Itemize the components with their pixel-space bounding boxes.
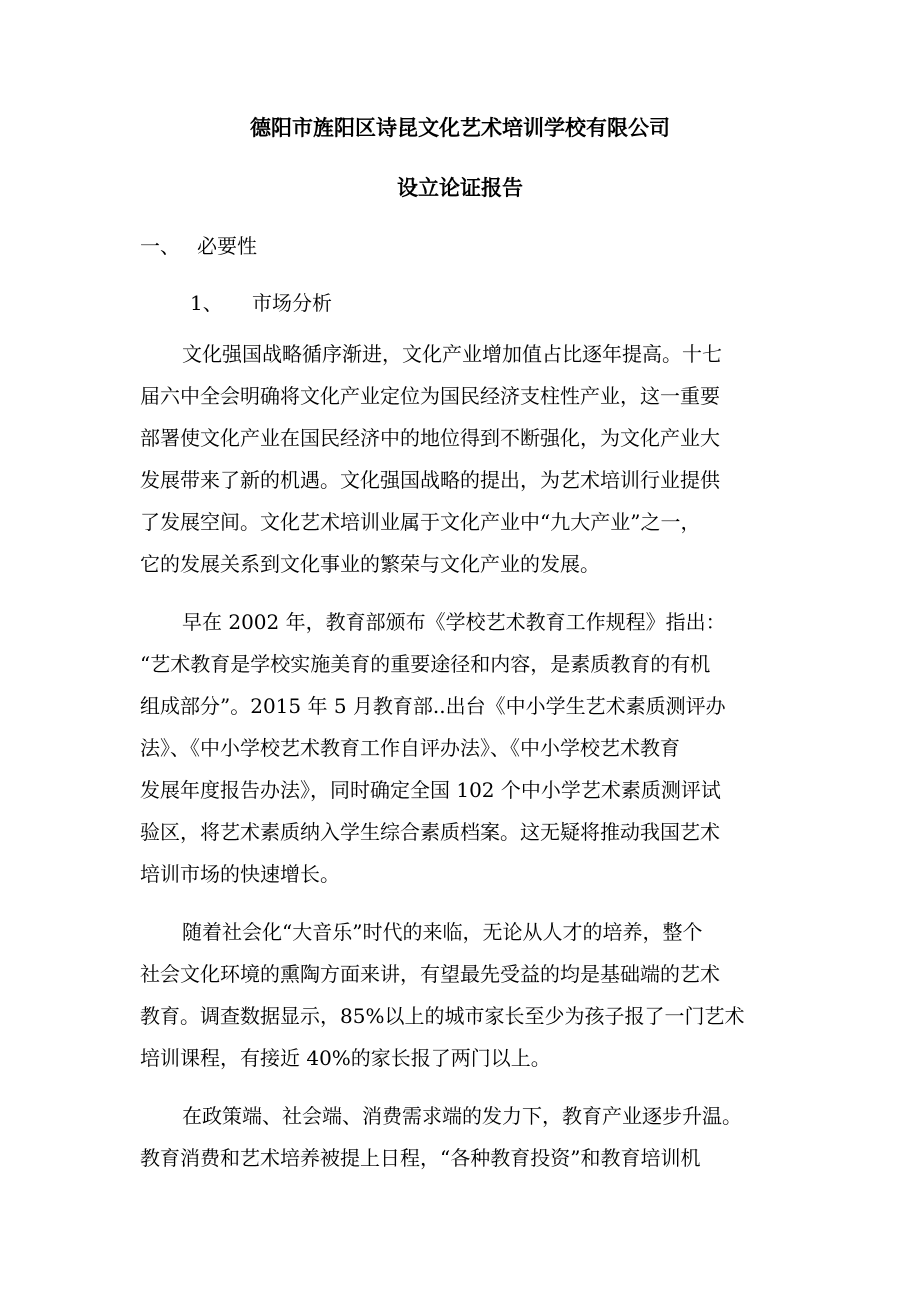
paragraph-1-line: 届六中全会明确将文化产业定位为国民经济支柱性产业，这一重要 [140,384,720,408]
document-title: 德阳市旌阳区诗昆文化艺术培训学校有限公司 [250,115,670,140]
paragraph-1-line: 了发展空间。文化艺术培训业属于文化产业中“九大产业”之一， [140,510,701,534]
paragraph-1-line: 它的发展关系到文化事业的繁荣与文化产业的发展。 [140,552,600,576]
paragraph-1-line: 文化强国战略循序渐进，文化产业增加值占比逐年提高。十七 [182,342,722,366]
paragraph-1-line: 发展带来了新的机遇。文化强国战略的提出，为艺术培训行业提供 [140,468,720,492]
paragraph-2-line: 验区，将艺术素质纳入学生综合素质档案。这无疑将推动我国艺术 [140,820,720,844]
paragraph-4-line: 教育消费和艺术培养被提上日程，“各种教育投资”和教育培训机 [140,1146,701,1170]
paragraph-2-line: “艺术教育是学校实施美育的重要途径和内容，是素质教育的有机 [140,652,711,676]
document-subtitle: 设立论证报告 [397,175,523,200]
paragraph-3-line: 培训课程，有接近 40%的家长报了两门以上。 [140,1046,551,1070]
paragraph-3-line: 教育。调查数据显示，85%以上的城市家长至少为孩子报了一门艺术 [140,1004,745,1028]
paragraph-1-line: 部署使文化产业在国民经济中的地位得到不断强化，为文化产业大 [140,426,720,450]
subsection-number: 1、 [190,291,223,315]
paragraph-2-line: 发展年度报告办法》，同时确定全国 102 个中小学艺术素质测评试 [140,778,721,802]
paragraph-2-line: 早在 2002 年，教育部颁布《学校艺术教育工作规程》指出： [182,610,726,634]
subsection-heading: 市场分析 [252,291,332,315]
paragraph-3-line: 社会文化环境的熏陶方面来讲，有望最先受益的均是基础端的艺术 [140,962,720,986]
paragraph-3-line: 随着社会化“大音乐”时代的来临，无论从人才的培养，整个 [182,920,703,944]
paragraph-2-line: 组成部分”。2015 年 5 月教育部..出台《中小学生艺术素质测评办 [140,694,726,718]
section-number: 一、 [140,234,180,258]
paragraph-4-line: 在政策端、社会端、消费需求端的发力下，教育产业逐步升温。 [182,1104,742,1128]
section-heading: 必要性 [197,234,257,258]
paragraph-2-line: 法》、《中小学校艺术教育工作自评办法》、《中小学校艺术教育 [140,736,680,760]
paragraph-2-line: 培训市场的快速增长。 [140,862,340,886]
